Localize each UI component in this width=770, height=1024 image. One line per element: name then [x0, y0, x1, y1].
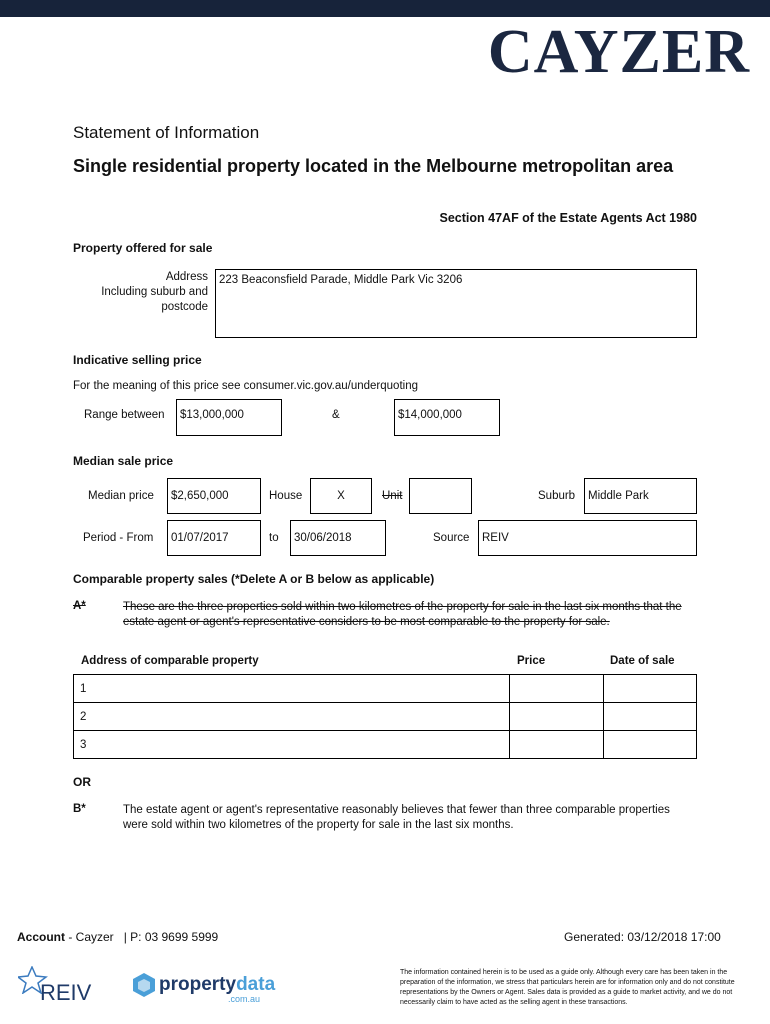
option-b-label: B*: [73, 803, 86, 815]
address-label-line-1: Address: [165, 271, 208, 283]
unit-label: Unit: [382, 490, 403, 502]
generated-timestamp: Generated: 03/12/2018 17:00: [564, 930, 721, 944]
propertydata-main: property: [159, 974, 237, 995]
row-number: 2: [80, 710, 87, 723]
disclaimer: The information contained herein is to be used as a guide only. Although every care has been taken in the preparation of the information, we stress that particulars herein are for information only and do not constitute representations by the Owners or Agent. Sales data is provided as a guide to market activity, and we do not necessarily claim to have acted as the selling agent in these transactions.: [400, 969, 735, 1006]
account-info: [17, 930, 218, 944]
suburb-field[interactable]: Middle Park: [584, 478, 697, 514]
price-low-field[interactable]: $13,000,000: [176, 399, 282, 436]
row-number: 1: [80, 682, 87, 695]
house-field[interactable]: X: [310, 478, 372, 514]
section-reference: Section 47AF of the Estate Agents Act 1980: [439, 211, 697, 225]
table-row: [74, 731, 697, 759]
comparable-heading: Comparable property sales (*Delete A or B below as applicable): [73, 572, 435, 586]
address-label: [60, 270, 208, 315]
source-label: Source: [433, 532, 470, 544]
table-row: [74, 703, 697, 731]
comparable-date-cell[interactable]: [604, 703, 697, 731]
brand-logo: CAYZER: [487, 18, 750, 86]
range-ampersand: &: [332, 409, 340, 421]
period-to-field[interactable]: 30/06/2018: [290, 520, 386, 556]
reiv-logo: [18, 966, 98, 1006]
or-label: OR: [73, 775, 91, 789]
comparable-price-cell[interactable]: [510, 703, 604, 731]
price-high-field[interactable]: $14,000,000: [394, 399, 500, 436]
top-bar: [0, 0, 770, 17]
address-label-line-2: Including suburb and: [101, 286, 208, 298]
statement-title: Statement of Information: [73, 123, 260, 142]
account-label: Account: [17, 930, 65, 944]
comparable-date-cell[interactable]: [604, 675, 697, 703]
comparable-address-cell[interactable]: [74, 675, 510, 703]
suburb-label: Suburb: [538, 490, 576, 502]
period-from-label: Period - From: [83, 532, 154, 544]
range-label: Range between: [84, 409, 165, 421]
median-heading: Median sale price: [73, 454, 174, 468]
propertydata-domain: .com.au: [228, 994, 261, 1004]
account-value: - Cayzer: [65, 930, 114, 944]
option-b-text: The estate agent or agent's representative reasonably believes that fewer than three comparable properties were sold within two kilometres of the property for sale in the last six months.: [123, 804, 670, 831]
option-a-text: These are the three properties sold within two kilometres of the property for sale in the last six months that the estate agent or agent's representative considers to be most comparable to the property for sale.: [123, 601, 682, 628]
table-row: [74, 675, 697, 703]
comparable-table: [73, 674, 697, 759]
comparable-address-cell[interactable]: [74, 731, 510, 759]
address-label-line-3: postcode: [161, 301, 208, 313]
propertydata-logo: [132, 970, 282, 1010]
comparable-date-cell[interactable]: [604, 731, 697, 759]
propertydata-hex-icon: [132, 972, 156, 998]
source-field[interactable]: REIV: [478, 520, 697, 556]
propertydata-wordmark: [159, 974, 275, 996]
row-number: 3: [80, 738, 87, 751]
period-from-field[interactable]: 01/07/2017: [167, 520, 261, 556]
col-date-header: Date of sale: [610, 655, 675, 667]
comparable-price-cell[interactable]: [510, 731, 604, 759]
indicative-price-heading: Indicative selling price: [73, 353, 202, 367]
reiv-text: REIV: [40, 980, 92, 1005]
underquoting-note: For the meaning of this price see consumer.vic.gov.au/underquoting: [73, 380, 418, 392]
median-price-field[interactable]: $2,650,000: [167, 478, 261, 514]
unit-field[interactable]: [409, 478, 472, 514]
median-price-label: Median price: [88, 490, 154, 502]
address-field[interactable]: 223 Beaconsfield Parade, Middle Park Vic 3206: [215, 269, 697, 338]
phone-number: | P: 03 9699 5999: [123, 930, 219, 944]
col-price-header: Price: [517, 655, 546, 667]
property-type-title: Single residential property located in the Melbourne metropolitan area: [73, 156, 674, 176]
comparable-address-cell[interactable]: [74, 703, 510, 731]
house-label: House: [269, 490, 303, 502]
option-a-label: A*: [73, 600, 86, 612]
property-offered-heading: Property offered for sale: [73, 241, 213, 255]
propertydata-accent: data: [236, 974, 276, 995]
comparable-price-cell[interactable]: [510, 675, 604, 703]
col-address-header: Address of comparable property: [81, 655, 259, 667]
period-to-label: to: [269, 532, 279, 544]
